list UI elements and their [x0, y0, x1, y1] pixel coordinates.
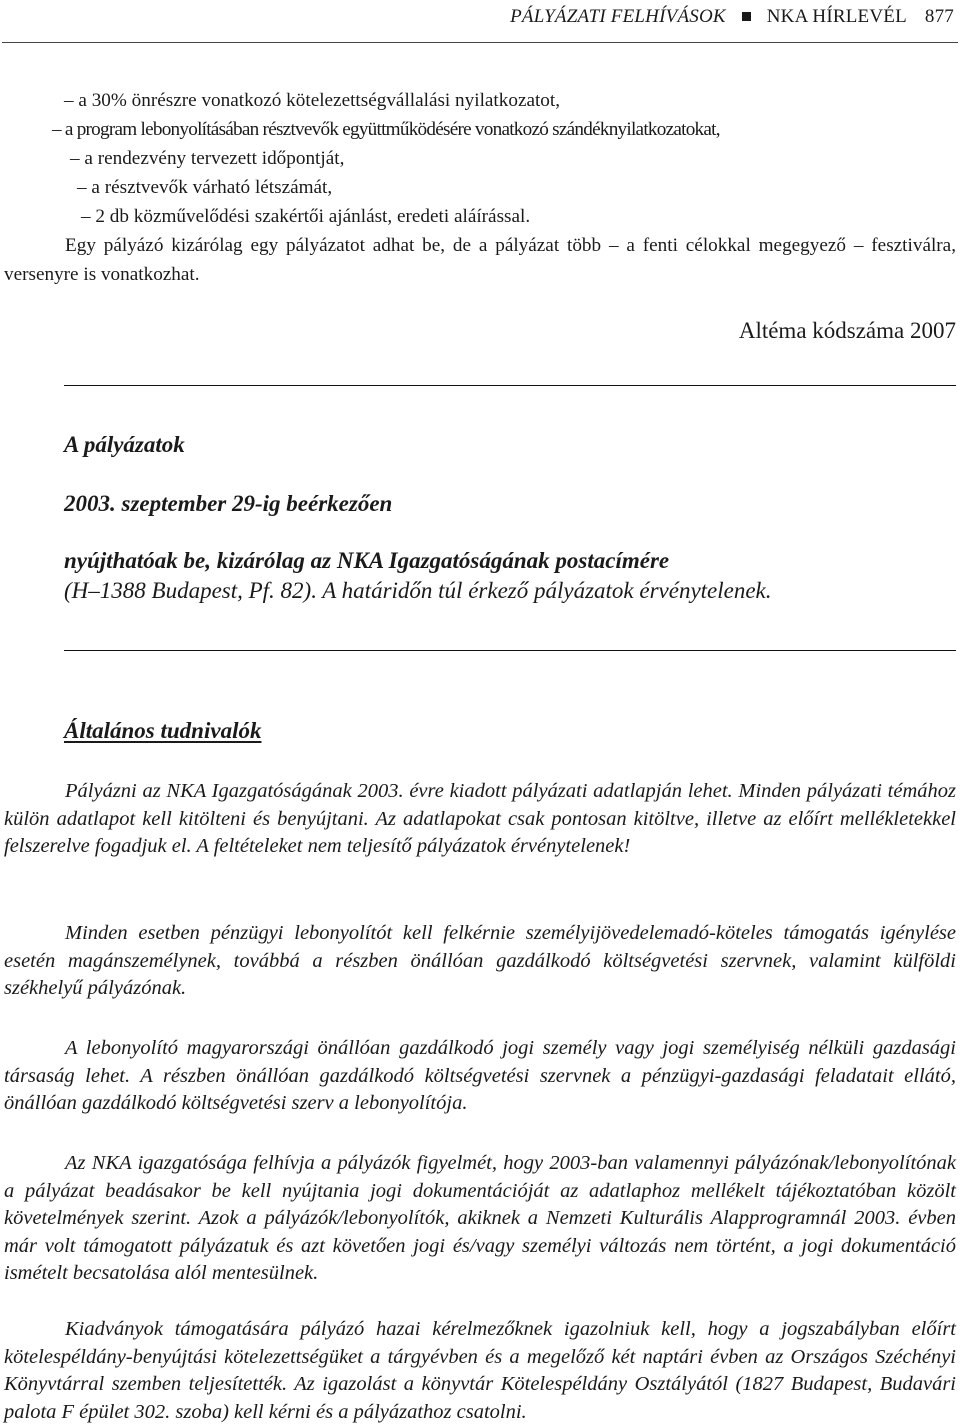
section-divider: [64, 650, 956, 651]
section-divider: [64, 385, 956, 386]
header-divider: [2, 42, 958, 43]
general-info-paragraph: Kiadványok támogatására pályázó hazai kérelmezőknek igazolniuk kell, hogy a jogszabályban előírt kötelespéldány-benyújtási kötelezettségüket a tárgyévben és a megelőző két naptári évben az Országos Széchényi Könyvtárral szemben teljesítették. Az igazolást a könyvtár Kötelespéldány Osztályától (1827 Budapest, Budavári palota F épület 302. szoba) kell kérni és a pályázathoz csatolni.: [4, 1318, 956, 1423]
list-item: – a 30% önrészre vonatkozó kötelezettségvállalási nyilatkozatot,: [64, 90, 561, 111]
general-info-paragraph: Pályázni az NKA Igazgatóságának 2003. évre kiadott pályázati adatlapján lehet. Minden pályázati témához külön adatlapot kell kitölteni és benyújtani. Az adatlapokat csak pontosan kitöltve, illetve az előírt mellékletekkel felszerelve fogadjuk el. A feltételeket nem teljesítő pályázatok érvénytelenek!: [4, 780, 956, 858]
general-info-paragraph: Minden esetben pénzügyi lebonyolítót kell felkérnie személyijövedelemadó-köteles támogatás igénylése esetén magánszemélynek, továbbá a részben önállóan gazdálkodó költségvetési szervnek, valamint külföldi székhelyű pályázónak.: [4, 922, 956, 1000]
deadline-heading: A pályázatok: [64, 432, 185, 457]
single-application-note: Egy pályázó kizárólag egy pályázatot adhat be, de a pályázat több – a fenti célokkal megegyező – fesztiválra, versenyre is vonatkozhat.: [4, 235, 956, 285]
general-info-paragraph: A lebonyolító magyarországi önállóan gazdálkodó jogi személy vagy jogi személyiség nélküli gazdasági társaság lehet. A részben önállóan gazdálkodó költségvetési szervnek a pénzügyi-gazdasági feladatait ellátó, önállóan gazdálkodó költségvetési szerv a lebonyolítója.: [4, 1037, 956, 1115]
required-documents-list: [0, 86, 958, 231]
header-section-title: PÁLYÁZATI FELHÍVÁSOK: [510, 6, 726, 27]
header-square-bullet-icon: [742, 12, 751, 21]
list-item: – a program lebonyolításában résztvevők együttműködésére vonatkozó szándéknyilatkozatokat,: [52, 119, 720, 140]
subtopic-code: Altéma kódszáma 2007: [738, 318, 956, 343]
list-item: – 2 db közművelődési szakértői ajánlást, eredeti aláírással.: [81, 206, 531, 227]
general-info-paragraph: Az NKA igazgatósága felhívja a pályázók figyelmét, hogy 2003-ban valamennyi pályázónak/lebonyolítónak a pályázat beadásakor be kell nyújtania jogi dokumentációját az adatlaphoz mellékelt tájékoztatóban közölt követelmények szerint. Azok a pályázók/lebonyolítók, akiknek a Nemzeti Kulturális Alapprogramnál 2003. évben már volt támogatott pályázatuk és azt követően jogi és/vagy személyi változás nem történt, a jogi dokumentáció ismételt becsatolása alól mentesülnek.: [4, 1152, 956, 1285]
deadline-address-text: (H–1388 Budapest, Pf. 82). A határidőn túl érkező pályázatok érvénytelenek.: [64, 578, 772, 603]
list-item: – a rendezvény tervezett időpontját,: [70, 148, 345, 169]
deadline-submission-text: nyújthatóak be, kizárólag az NKA Igazgatóságának postacímére: [64, 548, 670, 573]
general-info-title: Általános tudnivalók: [64, 718, 262, 743]
deadline-date: 2003. szeptember 29-ig beérkezően: [64, 491, 393, 516]
page-number: 877: [924, 6, 954, 27]
running-header: [510, 6, 954, 28]
header-publication-name: NKA HÍRLEVÉL: [766, 6, 907, 27]
list-item: – a résztvevők várható létszámát,: [77, 177, 333, 198]
